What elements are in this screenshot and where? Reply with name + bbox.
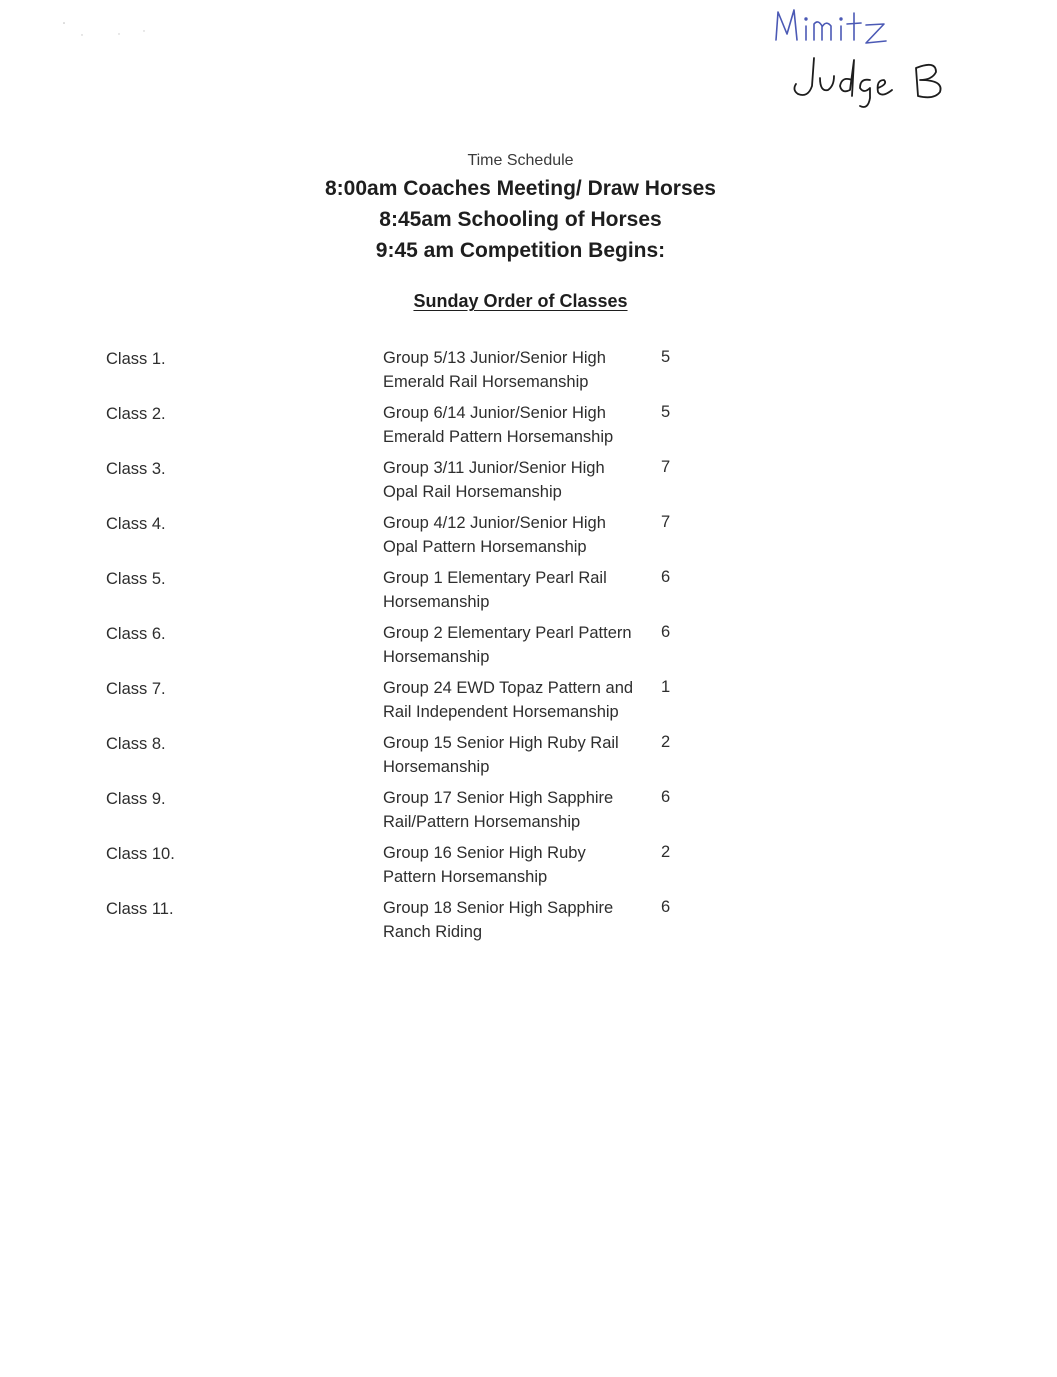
schooling-time: 8:45am Schooling of Horses: [379, 208, 662, 231]
entry-count: 6: [661, 788, 671, 806]
class-description: [383, 676, 663, 724]
class-row: [0, 841, 1057, 896]
class-number: Class 3.: [106, 460, 166, 478]
class-division: Horsemanship: [383, 648, 490, 666]
class-group: Group 2 Elementary Pearl Pattern: [383, 624, 632, 642]
coaches-meeting-time: 8:00am Coaches Meeting/ Draw Horses: [325, 177, 716, 200]
class-description: [383, 456, 663, 504]
order-of-classes-heading: Sunday Order of Classes: [413, 291, 628, 311]
entry-count: 1: [661, 678, 671, 696]
class-description: [383, 786, 663, 834]
class-row: [0, 511, 1057, 566]
entry-count: 6: [661, 898, 671, 916]
entry-count: 2: [661, 843, 671, 861]
class-row: [0, 676, 1057, 731]
class-group: Group 17 Senior High Sapphire: [383, 789, 614, 807]
class-number: Class 9.: [106, 790, 166, 808]
handwritten-mimitz: [776, 10, 886, 43]
class-description: [383, 731, 663, 779]
class-group: Group 6/14 Junior/Senior High: [383, 404, 606, 422]
class-group: Group 18 Senior High Sapphire: [383, 899, 614, 917]
class-row: [0, 346, 1057, 401]
entry-count: 7: [661, 513, 671, 531]
time-schedule-label: Time Schedule: [467, 152, 574, 169]
class-description: [383, 346, 663, 394]
class-row: [0, 456, 1057, 511]
class-row: [0, 621, 1057, 676]
entry-count: 6: [661, 623, 671, 641]
class-group: Group 1 Elementary Pearl Rail: [383, 569, 607, 587]
class-row: [0, 896, 1057, 951]
class-description: [383, 896, 663, 944]
class-description: [383, 401, 663, 449]
class-number: Class 6.: [106, 625, 166, 643]
class-division: Opal Rail Horsemanship: [383, 483, 562, 501]
class-division: Opal Pattern Horsemanship: [383, 538, 587, 556]
class-division: Emerald Pattern Horsemanship: [383, 428, 614, 446]
class-division: Horsemanship: [383, 593, 490, 611]
class-number: Class 8.: [106, 735, 166, 753]
class-description: [383, 566, 663, 614]
scan-specks: [60, 20, 180, 50]
competition-start-time: 9:45 am Competition Begins:: [375, 239, 666, 262]
class-group: Group 15 Senior High Ruby Rail: [383, 734, 619, 752]
class-group: Group 24 EWD Topaz Pattern and: [383, 679, 634, 697]
class-row: [0, 401, 1057, 456]
entry-count: 7: [661, 458, 671, 476]
class-division: Pattern Horsemanship: [383, 868, 548, 886]
handwritten-note: [760, 0, 960, 118]
class-group: Group 3/11 Junior/Senior High: [383, 459, 605, 477]
class-row: [0, 566, 1057, 621]
class-division: Rail/Pattern Horsemanship: [383, 813, 581, 831]
class-number: Class 4.: [106, 515, 166, 533]
class-row: [0, 731, 1057, 786]
class-group: Group 5/13 Junior/Senior High: [383, 349, 606, 367]
class-division: Rail Independent Horsemanship: [383, 703, 619, 721]
class-description: [383, 511, 663, 559]
class-description: [383, 621, 663, 669]
class-division: Horsemanship: [383, 758, 490, 776]
class-row: [0, 786, 1057, 841]
handwritten-judge-b: [794, 58, 940, 107]
class-group: Group 16 Senior High Ruby: [383, 844, 586, 862]
class-description: [383, 841, 663, 889]
class-division: Ranch Riding: [383, 923, 483, 941]
entry-count: 2: [661, 733, 671, 751]
class-number: Class 7.: [106, 680, 166, 698]
class-division: Emerald Rail Horsemanship: [383, 373, 589, 391]
class-number: Class 11.: [106, 900, 174, 918]
entry-count: 6: [661, 568, 671, 586]
class-number: Class 2.: [106, 405, 166, 423]
entry-count: 5: [661, 348, 671, 366]
entry-count: 5: [661, 403, 671, 421]
class-group: Group 4/12 Junior/Senior High: [383, 514, 606, 532]
class-number: Class 10.: [106, 845, 175, 863]
class-number: Class 5.: [106, 570, 166, 588]
class-number: Class 1.: [106, 350, 166, 368]
